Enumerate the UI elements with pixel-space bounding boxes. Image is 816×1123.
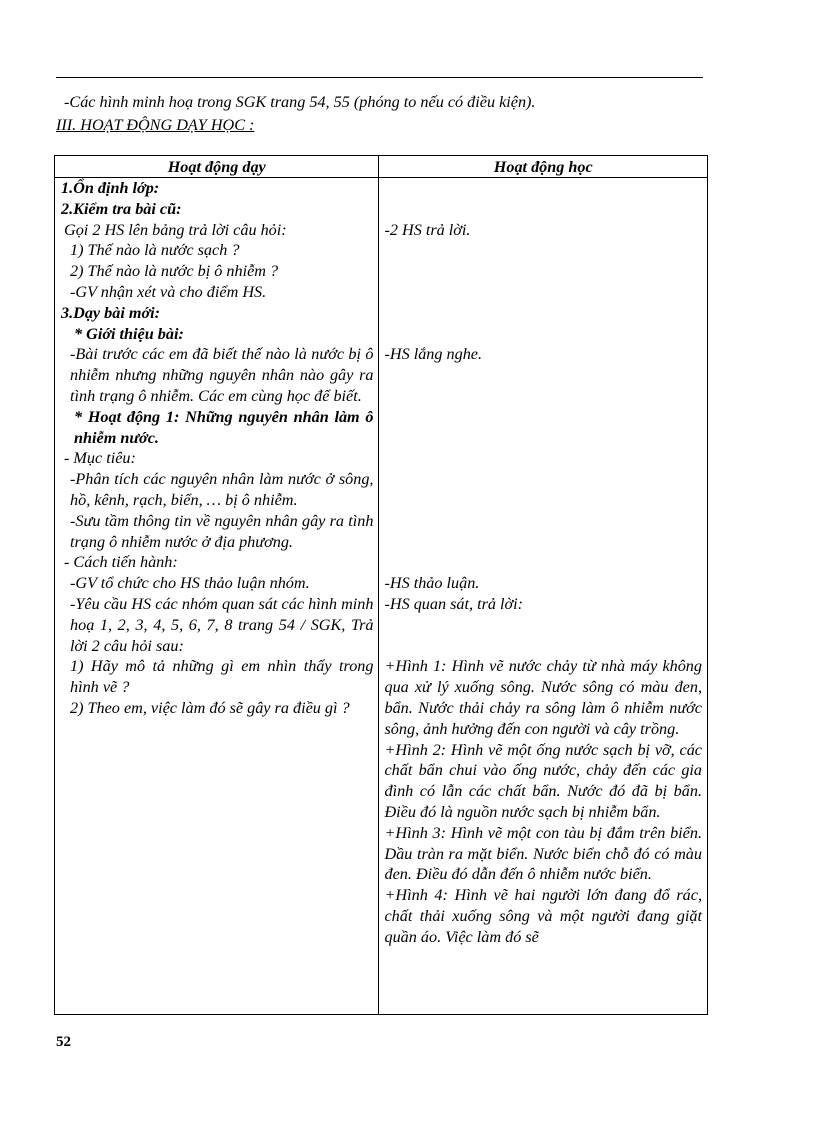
figure-3-description: +Hình 3: Hình vẽ một con tàu bị đắm trên biển. Dầu tràn ra mặt biển. Nước biển chỗ đó có màu đen. Điều đó dẫn đến ô nhiễm nước biển. <box>384 823 702 884</box>
activity-table <box>54 155 708 1015</box>
objective-1: -Phân tích các nguyên nhân làm nước ở sông, hồ, kênh, rạch, biển, … bị ô nhiễm. <box>70 470 374 509</box>
procedure-step-1: -GV tổ chức cho HS thảo luận nhóm. <box>70 574 310 593</box>
question-1: 1) Thế nào là nước sạch ? <box>70 241 240 260</box>
oral-check-instruction: Gọi 2 HS lên bảng trả lời câu hỏi: <box>64 220 287 239</box>
discussion-question-1: 1) Hãy mô tả những gì em nhìn thấy trong hình vẽ ? <box>70 657 374 697</box>
section-title: III. HOẠT ĐỘNG DẠY HỌC : <box>56 116 255 134</box>
activity-1-heading: * Hoạt động 1: Những nguyên nhân làm ô nhiễm nước. <box>74 407 374 447</box>
student-observe-response: -HS quan sát, trả lời: <box>384 594 524 613</box>
procedure-step-2: -Yêu cầu HS các nhóm quan sát các hình minh hoạ 1, 2, 3, 4, 5, 6, 7, 8 trang 54 / SGK, Trả lời 2 câu hỏi sau: <box>70 594 374 655</box>
figure-4-description: +Hình 4: Hình vẽ hai người lớn đang đổ rác, chất thải xuống sông và một người đang giặt quần áo. Việc làm đó sẽ <box>384 886 702 946</box>
header-learning-activity: Hoạt động học <box>379 156 708 178</box>
header-rule <box>56 77 703 78</box>
step-2-heading: 2.Kiểm tra bài cũ: <box>61 199 182 218</box>
introduction-heading: * Giới thiệu bài: <box>74 324 184 343</box>
student-answer-response: -2 HS trả lời. <box>384 220 471 239</box>
discussion-question-2: 2) Theo em, việc làm đó sẽ gây ra điều gì ? <box>70 698 350 717</box>
figure-2-description: +Hình 2: Hình vẽ một ống nước sạch bị vỡ, các chất bẩn chui vào ống nước, chảy đến các gia đình có lẫn các chất bẩn. Nước đó đã bị bẩn. Điều đó là nguồn nước sạch bị nhiễm bẩn. <box>384 740 702 821</box>
teaching-column <box>55 178 379 1015</box>
objective-label: - Mục tiêu: <box>64 449 136 468</box>
step-1-heading: 1.Ổn định lớp: <box>61 179 160 197</box>
objective-2: -Sưu tầm thông tin về nguyên nhân gây ra tình trạng ô nhiễm nước ở địa phương. <box>70 511 374 551</box>
learning-column <box>379 178 708 1015</box>
step-3-heading: 3.Dạy bài mới: <box>61 303 161 322</box>
student-discuss-response: -HS thảo luận. <box>384 574 480 593</box>
figure-1-description: +Hình 1: Hình vẽ nước chảy từ nhà máy không qua xử lý xuống sông. Nước sông có màu đen, bẩn. Nước thải chảy ra sông làm ô nhiễm nước sông, ảnh hưởng đến con người và cây trồng. <box>384 657 702 738</box>
table-header-row <box>55 156 708 178</box>
teacher-review: -GV nhận xét và cho điểm HS. <box>70 282 267 301</box>
introduction-text: -Bài trước các em đã biết thế nào là nước bị ô nhiễm nhưng những nguyên nhân nào gây ra tình trạng ô nhiễm. Các em cùng học để biết. <box>70 345 374 405</box>
materials-line: -Các hình minh hoạ trong SGK trang 54, 55 (phóng to nếu có điều kiện). <box>64 93 536 111</box>
student-listen-response: -HS lắng nghe. <box>384 345 483 364</box>
question-2: 2) Thế nào là nước bị ô nhiễm ? <box>70 262 279 281</box>
procedure-label: - Cách tiến hành: <box>64 553 178 572</box>
header-teaching-activity: Hoạt động dạy <box>55 156 379 178</box>
page-number: 52 <box>56 1034 71 1050</box>
table-body-row <box>55 178 708 1015</box>
